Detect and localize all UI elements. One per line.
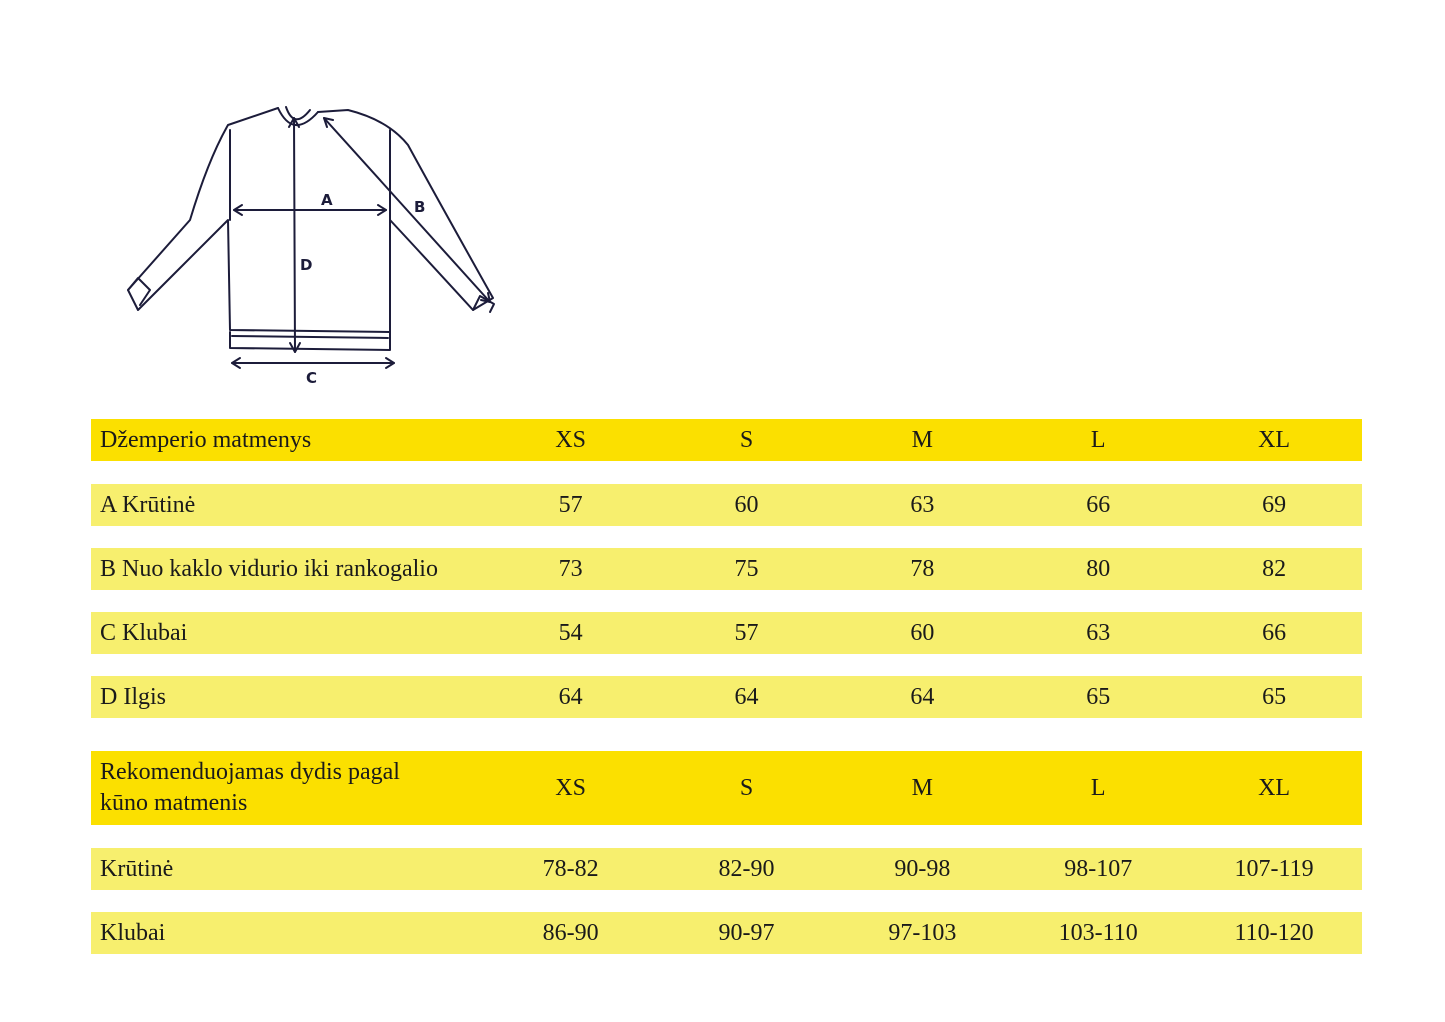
body-header-line-2: kūno matmenis (100, 790, 248, 816)
label-c: C (306, 369, 318, 387)
table-row (91, 484, 1362, 526)
size-col-m: M (911, 774, 934, 801)
table-row (91, 912, 1362, 954)
table-cell: 107-119 (1234, 855, 1314, 882)
table-cell: 57 (558, 491, 583, 518)
table-cell: 63 (910, 491, 935, 518)
row-label: A Krūtinė (100, 491, 196, 518)
size-col-xs: XS (555, 426, 586, 453)
size-col-xl: XL (1258, 774, 1291, 801)
table-cell: 78-82 (542, 855, 599, 882)
body-header-line-1: Rekomenduojamas dydis pagal (100, 759, 400, 785)
row-label: C Klubai (100, 619, 188, 646)
sweater-illustration (118, 100, 508, 390)
body-header-label (91, 757, 483, 819)
label-d: D (300, 256, 313, 274)
row-label: B Nuo kaklo vidurio iki rankogalio (100, 555, 438, 582)
table-cell: 110-120 (1234, 919, 1314, 946)
size-col-xl: XL (1258, 426, 1291, 453)
table-cell: 69 (1262, 491, 1287, 518)
table-cell: 82 (1262, 555, 1287, 582)
table-cell: 78 (910, 555, 935, 582)
table-cell: 65 (1262, 683, 1287, 710)
garment-table-header (91, 419, 1362, 461)
size-col-s: S (739, 774, 754, 801)
size-col-l: L (1090, 426, 1106, 453)
table-cell: 60 (910, 619, 935, 646)
row-label: Krūtinė (100, 855, 174, 882)
table-cell: 64 (558, 683, 583, 710)
table-cell: 57 (734, 619, 759, 646)
body-table-header (91, 751, 1362, 825)
size-col-m: M (911, 426, 934, 453)
table-cell: 97-103 (888, 919, 957, 946)
sweater-measurement-diagram (118, 100, 508, 390)
table-cell: 103-110 (1058, 919, 1138, 946)
table-cell: 60 (734, 491, 759, 518)
label-a: A (321, 191, 333, 209)
table-row (91, 848, 1362, 890)
table-cell: 64 (910, 683, 935, 710)
table-cell: 63 (1086, 619, 1111, 646)
table-cell: 75 (734, 555, 759, 582)
table-cell: 66 (1262, 619, 1287, 646)
table-row (91, 548, 1362, 590)
size-col-l: L (1090, 774, 1106, 801)
garment-header-label: Džemperio matmenys (100, 426, 312, 453)
row-label: D Ilgis (100, 683, 166, 710)
table-cell: 80 (1086, 555, 1111, 582)
size-col-s: S (739, 426, 754, 453)
table-row (91, 612, 1362, 654)
table-cell: 90-98 (894, 855, 951, 882)
table-cell: 64 (734, 683, 759, 710)
table-row (91, 676, 1362, 718)
label-b: B (414, 198, 426, 216)
table-cell: 90-97 (718, 919, 775, 946)
table-cell: 73 (558, 555, 583, 582)
table-cell: 66 (1086, 491, 1111, 518)
table-cell: 98-107 (1064, 855, 1133, 882)
row-label: Klubai (100, 919, 166, 946)
table-cell: 86-90 (542, 919, 599, 946)
table-cell: 82-90 (718, 855, 775, 882)
table-cell: 54 (558, 619, 583, 646)
size-col-xs: XS (555, 774, 586, 801)
table-cell: 65 (1086, 683, 1111, 710)
